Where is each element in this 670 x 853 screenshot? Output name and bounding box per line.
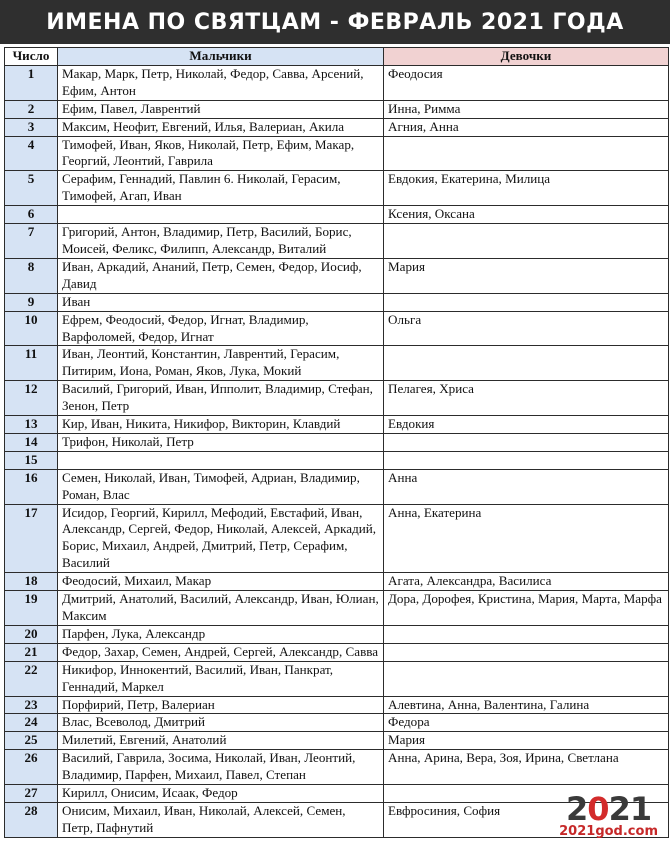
day-cell: 21 [5,643,58,661]
day-cell: 23 [5,696,58,714]
day-cell: 4 [5,136,58,171]
boys-names-cell: Трифон, Николай, Петр [58,433,384,451]
day-cell: 27 [5,785,58,803]
table-row [5,416,669,434]
day-cell: 20 [5,625,58,643]
boys-names-cell: Кир, Иван, Никита, Никифор, Викторин, Клавдий [58,416,384,434]
boys-names-cell: Иван, Аркадий, Ананий, Петр, Семен, Федор, Иосиф, Давид [58,258,384,293]
day-cell: 18 [5,573,58,591]
boys-names-cell: Иван [58,293,384,311]
girls-names-cell [384,661,669,696]
table-row [5,643,669,661]
table-row [5,573,669,591]
table-row [5,591,669,626]
girls-names-cell: Феодосия [384,65,669,100]
names-table [4,47,669,838]
girls-names-cell: Мария [384,258,669,293]
table-row [5,696,669,714]
table-row [5,732,669,750]
girls-names-cell [384,293,669,311]
site-logo [559,790,658,839]
column-header-day: Число [5,48,58,66]
day-cell: 16 [5,469,58,504]
table-row [5,258,669,293]
logo-site: 2021god.com [559,824,658,839]
day-cell: 17 [5,504,58,573]
day-cell: 11 [5,346,58,381]
day-cell: 1 [5,65,58,100]
boys-names-cell: Милетий, Евгений, Анатолий [58,732,384,750]
girls-names-cell: Мария [384,732,669,750]
table-row [5,714,669,732]
girls-names-cell [384,451,669,469]
boys-names-cell: Василий, Гаврила, Зосима, Николай, Иван, Леонтий, Владимир, Парфен, Михаил, Павел, Степан [58,750,384,785]
girls-names-cell [384,643,669,661]
table-header-row [5,48,669,66]
day-cell: 22 [5,661,58,696]
boys-names-cell: Василий, Григорий, Иван, Ипполит, Владимир, Стефан, Зенон, Петр [58,381,384,416]
boys-names-cell: Дмитрий, Анатолий, Василий, Александр, Иван, Юлиан, Максим [58,591,384,626]
girls-names-cell: Алевтина, Анна, Валентина, Галина [384,696,669,714]
table-row [5,206,669,224]
table-row [5,118,669,136]
table-row [5,171,669,206]
girls-names-cell [384,224,669,259]
girls-names-cell: Ольга [384,311,669,346]
boys-names-cell: Федор, Захар, Семен, Андрей, Сергей, Александр, Савва [58,643,384,661]
girls-names-cell: Ксения, Оксана [384,206,669,224]
table-row [5,311,669,346]
girls-names-cell: Евдокия [384,416,669,434]
boys-names-cell: Ефим, Павел, Лаврентий [58,100,384,118]
boys-names-cell: Парфен, Лука, Александр [58,625,384,643]
day-cell: 9 [5,293,58,311]
table-row [5,136,669,171]
boys-names-cell: Онисим, Михаил, Иван, Николай, Алексей, Семен, Петр, Пафнутий [58,802,384,837]
table-row [5,451,669,469]
girls-names-cell: Федора [384,714,669,732]
boys-names-cell: Серафим, Геннадий, Павлин 6. Николай, Герасим, Тимофей, Агап, Иван [58,171,384,206]
table-row [5,661,669,696]
boys-names-cell: Никифор, Иннокентий, Василий, Иван, Панкрат, Геннадий, Маркел [58,661,384,696]
girls-names-cell: Евдокия, Екатерина, Милица [384,171,669,206]
girls-names-cell: Анна [384,469,669,504]
boys-names-cell: Тимофей, Иван, Яков, Николай, Петр, Ефим, Макар, Георгий, Леонтий, Гаврила [58,136,384,171]
day-cell: 25 [5,732,58,750]
day-cell: 7 [5,224,58,259]
boys-names-cell: Феодосий, Михаил, Макар [58,573,384,591]
day-cell: 15 [5,451,58,469]
day-cell: 3 [5,118,58,136]
girls-names-cell: Анна, Екатерина [384,504,669,573]
boys-names-cell: Семен, Николай, Иван, Тимофей, Адриан, Владимир, Роман, Влас [58,469,384,504]
boys-names-cell: Ефрем, Феодосий, Федор, Игнат, Владимир, Варфоломей, Федор, Игнат [58,311,384,346]
table-row [5,504,669,573]
girls-names-cell: Анна, Арина, Вера, Зоя, Ирина, Светлана [384,750,669,785]
boys-names-cell: Макар, Марк, Петр, Николай, Федор, Савва, Арсений, Ефим, Антон [58,65,384,100]
girls-names-cell: Пелагея, Хриса [384,381,669,416]
girls-names-cell [384,433,669,451]
girls-names-cell: Евфросиния, София [384,802,669,837]
day-cell: 14 [5,433,58,451]
table-row [5,433,669,451]
boys-names-cell [58,451,384,469]
boys-names-cell: Кирилл, Онисим, Исаак, Федор [58,785,384,803]
table-row [5,381,669,416]
boys-names-cell: Исидор, Георгий, Кирилл, Мефодий, Евстафий, Иван, Александр, Сергей, Федор, Николай, Алексей, Аркадий, Борис, Михаил, Андрей, Дмитрий, Петр, Серафим, Василий [58,504,384,573]
day-cell: 5 [5,171,58,206]
boys-names-cell: Влас, Всеволод, Дмитрий [58,714,384,732]
girls-names-cell: Дора, Дорофея, Кристина, Мария, Марта, Марфа [384,591,669,626]
girls-names-cell [384,625,669,643]
girls-names-cell [384,346,669,381]
logo-year: 2021 [566,790,652,828]
table-row [5,625,669,643]
girls-names-cell: Агния, Анна [384,118,669,136]
boys-names-cell: Порфирий, Петр, Валериан [58,696,384,714]
table-row [5,469,669,504]
table-row [5,65,669,100]
day-cell: 8 [5,258,58,293]
boys-names-cell [58,206,384,224]
day-cell: 19 [5,591,58,626]
boys-names-cell: Максим, Неофит, Евгений, Илья, Валериан, Акила [58,118,384,136]
column-header-boys: Мальчики [58,48,384,66]
day-cell: 13 [5,416,58,434]
table-row [5,224,669,259]
girls-names-cell: Агата, Александра, Василиса [384,573,669,591]
day-cell: 24 [5,714,58,732]
day-cell: 6 [5,206,58,224]
boys-names-cell: Иван, Леонтий, Константин, Лаврентий, Герасим, Питирим, Иона, Роман, Яков, Лука, Мокий [58,346,384,381]
page-title: ИМЕНА ПО СВЯТЦАМ - ФЕВРАЛЬ 2021 ГОДА [0,0,670,44]
table-row [5,100,669,118]
day-cell: 28 [5,802,58,837]
girls-names-cell: Инна, Римма [384,100,669,118]
day-cell: 26 [5,750,58,785]
table-row [5,293,669,311]
column-header-girls: Девочки [384,48,669,66]
girls-names-cell [384,136,669,171]
table-row [5,750,669,785]
day-cell: 2 [5,100,58,118]
table-row [5,346,669,381]
day-cell: 10 [5,311,58,346]
boys-names-cell: Григорий, Антон, Владимир, Петр, Василий, Борис, Моисей, Феликс, Филипп, Александр, Виталий [58,224,384,259]
day-cell: 12 [5,381,58,416]
